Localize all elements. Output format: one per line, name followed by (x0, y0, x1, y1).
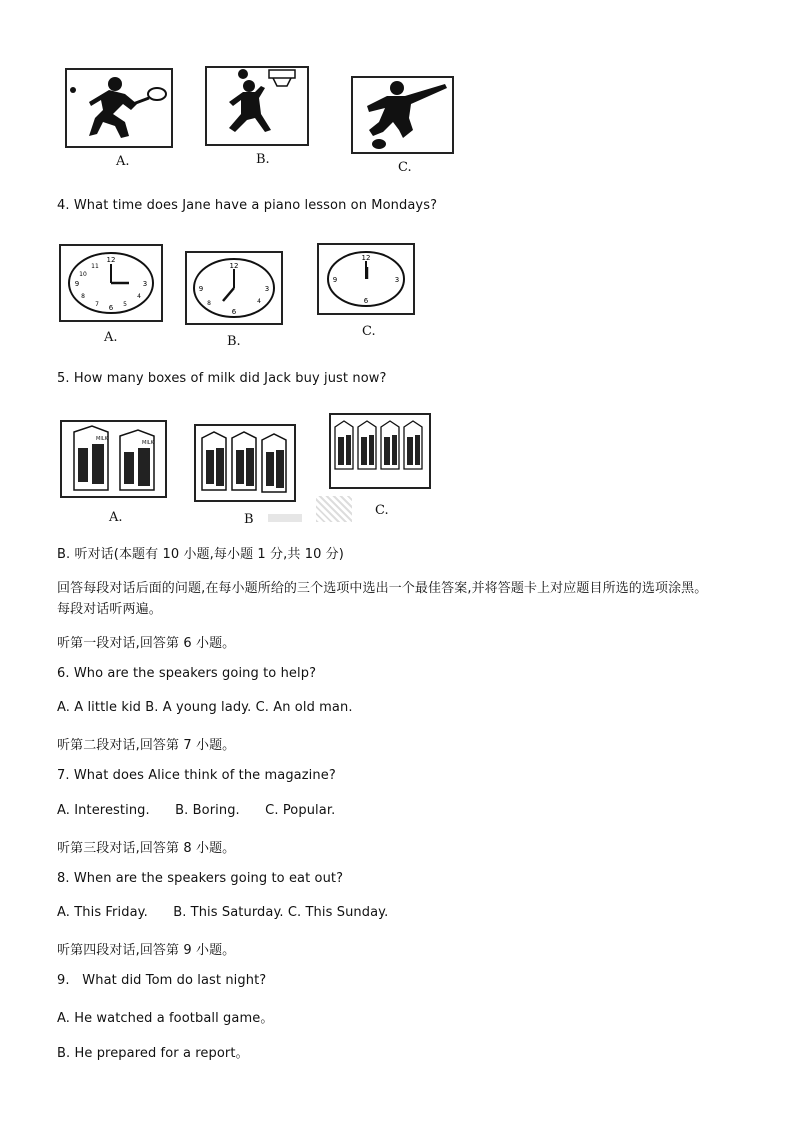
q4-option-c[interactable]: C. (362, 324, 376, 339)
q4-option-b[interactable]: B. (227, 334, 241, 349)
svg-text:8: 8 (207, 300, 211, 307)
dialogue-3-label: 听第三段对话,回答第 8 小题。 (57, 841, 236, 856)
milk-label: MILK (96, 436, 108, 442)
svg-text:5: 5 (123, 301, 127, 308)
milk-picture-c (329, 413, 431, 489)
dialogue-2-label: 听第二段对话,回答第 7 小题。 (57, 738, 236, 753)
q5-option-c[interactable]: C. (375, 503, 389, 518)
picture-football (351, 76, 454, 154)
svg-text:12: 12 (229, 262, 239, 270)
svg-text:12: 12 (361, 254, 371, 262)
clock-picture-b (185, 251, 283, 325)
svg-text:7: 7 (95, 301, 99, 308)
question-6: 6. Who are the speakers going to help? (57, 666, 317, 681)
milk-picture-b (194, 424, 296, 502)
svg-text:9: 9 (74, 280, 80, 288)
milk-picture-a (60, 420, 167, 498)
question-8: 8. When are the speakers going to eat out? (57, 871, 344, 886)
svg-text:6: 6 (231, 308, 237, 316)
milk-label: MILK (142, 440, 154, 446)
q3-option-c[interactable]: C. (398, 160, 412, 175)
clock-picture-c (317, 243, 415, 315)
question-9: 9. What did Tom do last night? (57, 973, 267, 988)
q3-option-b[interactable]: B. (256, 152, 270, 167)
question-5: 5. How many boxes of milk did Jack buy just now? (57, 371, 387, 386)
section-b-heading: B. 听对话(本题有 10 小题,每小题 1 分,共 10 分) (57, 547, 344, 562)
q3-option-a[interactable]: A. (116, 154, 130, 169)
svg-text:6: 6 (363, 297, 369, 305)
svg-text:11: 11 (91, 263, 99, 270)
svg-text:3: 3 (394, 276, 400, 284)
svg-text:10: 10 (79, 271, 87, 278)
question-6-options[interactable]: A. A little kid B. A young lady. C. An old man. (57, 700, 353, 715)
scan-smudge (268, 514, 302, 522)
section-b-instruction-cont: 每段对话听两遍。 (57, 602, 162, 617)
svg-text:3: 3 (264, 285, 270, 293)
dialogue-4-label: 听第四段对话,回答第 9 小题。 (57, 943, 236, 958)
question-9-option-a[interactable]: A. He watched a football game。 (57, 1011, 274, 1026)
svg-text:9: 9 (198, 285, 204, 293)
q5-option-b[interactable]: B (244, 512, 254, 524)
svg-text:3: 3 (142, 280, 148, 288)
clock-picture-a (59, 244, 163, 322)
question-7: 7. What does Alice think of the magazine? (57, 768, 336, 783)
svg-text:4: 4 (137, 293, 141, 300)
svg-text:9: 9 (332, 276, 338, 284)
svg-text:6: 6 (108, 304, 114, 312)
section-b-instruction: 回答每段对话后面的问题,在每小题所给的三个选项中选出一个最佳答案,并将答题卡上对应题目所选的选项涂黑。 (57, 581, 708, 596)
question-7-options[interactable]: A. Interesting. B. Boring. C. Popular. (57, 803, 336, 818)
question-9-option-b[interactable]: B. He prepared for a report。 (57, 1046, 249, 1061)
svg-text:8: 8 (81, 293, 85, 300)
dialogue-1-label: 听第一段对话,回答第 6 小题。 (57, 636, 236, 651)
question-8-options[interactable]: A. This Friday. B. This Saturday. C. This Sunday. (57, 905, 389, 920)
svg-text:4: 4 (257, 298, 261, 305)
scan-smudge (316, 496, 352, 522)
picture-tennis (65, 68, 173, 148)
q4-option-a[interactable]: A. (104, 330, 118, 345)
q5-option-a[interactable]: A. (109, 510, 123, 525)
question-4: 4. What time does Jane have a piano lesson on Mondays? (57, 198, 438, 213)
picture-basketball (205, 66, 309, 146)
svg-text:12: 12 (106, 256, 116, 264)
